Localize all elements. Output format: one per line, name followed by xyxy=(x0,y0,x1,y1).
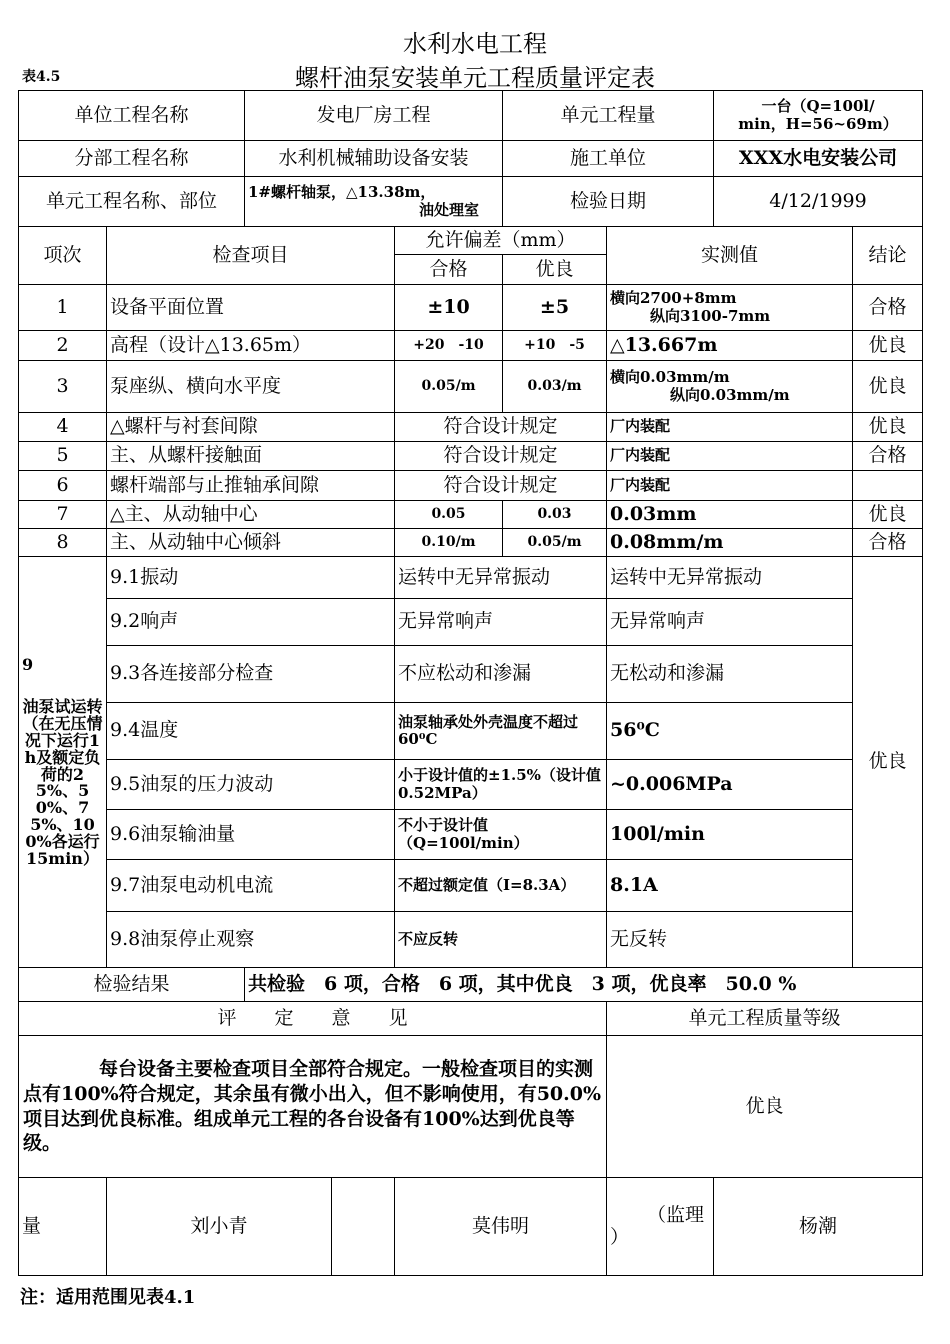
element-label: 单元工程名称、部位 xyxy=(19,177,245,227)
trial-requirement: 不小于设计值（Q=100l/min） xyxy=(395,810,607,860)
trial-measured: 无异常响声 xyxy=(607,599,853,646)
signature-supervisor-line1: （监理 xyxy=(646,1203,704,1226)
trial-item: 9.3各连接部分检查 xyxy=(107,646,395,703)
row-measured: 0.08mm/m xyxy=(607,529,853,557)
trial-measured: 无松动和渗漏 xyxy=(607,646,853,703)
row-no: 4 xyxy=(19,413,107,442)
row-no: 2 xyxy=(19,331,107,361)
row-result: 优良 xyxy=(853,331,923,361)
trial-item: 9.7油泵电动机电流 xyxy=(107,860,395,912)
signature-col1: 量 xyxy=(19,1178,107,1276)
table-row xyxy=(19,285,923,331)
row-measured-line1: 横向2700+8mm xyxy=(610,289,737,308)
row-result: 优良 xyxy=(853,413,923,442)
row-item: 高程（设计△13.65m） xyxy=(107,331,395,361)
row-good: ±5 xyxy=(503,285,607,331)
signature-supervisor-line2: ） xyxy=(610,1225,630,1248)
trial-row xyxy=(19,912,923,968)
col-pass-header: 合格 xyxy=(395,255,503,285)
trial-row xyxy=(19,760,923,810)
table-row xyxy=(19,471,923,501)
row-measured xyxy=(607,285,853,331)
row-measured: 厂内装配 xyxy=(607,471,853,501)
row-no: 5 xyxy=(19,442,107,471)
trial-measured: 100l/min xyxy=(607,810,853,860)
row-measured-line1: 横向0.03mm/m xyxy=(610,368,730,387)
table-row xyxy=(19,529,923,557)
quality-assessment-table xyxy=(18,90,923,1276)
unit-quantity-line2: min，H=56~69m） xyxy=(738,114,898,133)
trial-requirement: 不超过额定值（I=8.3A） xyxy=(395,860,607,912)
row-result: 合格 xyxy=(853,285,923,331)
opinion-label: 评 定 意 见 xyxy=(19,1002,607,1036)
row-measured xyxy=(607,361,853,413)
row-result: 合格 xyxy=(853,529,923,557)
row-good: +10 -5 xyxy=(503,331,607,361)
row-item: △螺杆与衬套间隙 xyxy=(107,413,395,442)
grade-value: 优良 xyxy=(607,1036,923,1178)
row-result: 优良 xyxy=(853,361,923,413)
table-row xyxy=(19,331,923,361)
unit-project-label: 单位工程名称 xyxy=(19,91,245,141)
trial-requirement: 不应反转 xyxy=(395,912,607,968)
trial-measured: 8.1A xyxy=(607,860,853,912)
trial-row xyxy=(19,646,923,703)
trial-measured: 运转中无异常振动 xyxy=(607,557,853,599)
trial-label-cell xyxy=(19,557,107,968)
row-item: 主、从螺杆接触面 xyxy=(107,442,395,471)
trial-requirement: 无异常响声 xyxy=(395,599,607,646)
trial-no: 9 xyxy=(22,654,34,674)
row-item: 泵座纵、横向水平度 xyxy=(107,361,395,413)
date-label: 检验日期 xyxy=(503,177,714,227)
constructor-label: 施工单位 xyxy=(503,141,714,177)
trial-label: 油泵试运转（在无压情况下运行1h及额定负荷的25%、50%、75%、100%各运行15min） xyxy=(22,697,103,868)
element-value-line1: 1#螺杆轴泵，△13.38m， xyxy=(248,183,436,202)
trial-requirement: 油泵轴承处外壳温度不超过60⁰C xyxy=(395,703,607,760)
trial-item: 9.1振动 xyxy=(107,557,395,599)
row-measured: 厂内装配 xyxy=(607,413,853,442)
trial-item: 9.4温度 xyxy=(107,703,395,760)
signature-name3: 杨潮 xyxy=(714,1178,923,1276)
row-no: 6 xyxy=(19,471,107,501)
title-line2: 螺杆油泵安装单元工程质量评定表 xyxy=(295,64,655,92)
trial-requirement: 运转中无异常振动 xyxy=(395,557,607,599)
unit-project-value: 发电厂房工程 xyxy=(245,91,503,141)
summary-text: 共检验 6 项，合格 6 项，其中优良 3 项，优良率 50.0 % xyxy=(245,968,923,1002)
table-row xyxy=(19,361,923,413)
trial-item: 9.2响声 xyxy=(107,599,395,646)
unit-quantity-label: 单元工程量 xyxy=(503,91,714,141)
col-result-header: 结论 xyxy=(853,227,923,285)
row-measured: △13.667m xyxy=(607,331,853,361)
trial-item: 9.5油泵的压力波动 xyxy=(107,760,395,810)
trial-measured: 56⁰C xyxy=(607,703,853,760)
table-row xyxy=(19,442,923,471)
row-pass: 0.05/m xyxy=(395,361,503,413)
table-row xyxy=(19,501,923,529)
col-item-header: 检查项目 xyxy=(107,227,395,285)
grade-label: 单元工程质量等级 xyxy=(607,1002,923,1036)
element-value xyxy=(245,177,503,227)
sub-project-label: 分部工程名称 xyxy=(19,141,245,177)
row-tolerance: 符合设计规定 xyxy=(395,442,607,471)
row-measured-line2: 纵向3100-7mm xyxy=(650,306,771,325)
col-tolerance-header: 允许偏差（mm） xyxy=(395,227,607,255)
opinion-text-body: 每台设备主要检查项目全部符合规定。一般检查项目的实测点有100%符合规定，其余虽有微小出入，但不影响使用，有50.0%项目达到优良标准。组成单元工程的各台设备有100%达到优良等级。 xyxy=(23,1058,602,1155)
row-measured: 厂内装配 xyxy=(607,442,853,471)
col-no-header: 项次 xyxy=(19,227,107,285)
signature-supervisor xyxy=(607,1178,714,1276)
row-item: 主、从动轴中心倾斜 xyxy=(107,529,395,557)
row-measured: 0.03mm xyxy=(607,501,853,529)
summary-label: 检验结果 xyxy=(19,968,245,1002)
opinion-text xyxy=(19,1036,607,1178)
signature-col3 xyxy=(332,1178,395,1276)
row-result: 优良 xyxy=(853,501,923,529)
row-pass: 0.10/m xyxy=(395,529,503,557)
trial-requirement: 不应松动和渗漏 xyxy=(395,646,607,703)
row-no: 3 xyxy=(19,361,107,413)
row-tolerance: 符合设计规定 xyxy=(395,413,607,442)
trial-row xyxy=(19,599,923,646)
row-tolerance: 符合设计规定 xyxy=(395,471,607,501)
trial-item: 9.8油泵停止观察 xyxy=(107,912,395,968)
sub-project-value: 水利机械辅助设备安装 xyxy=(245,141,503,177)
row-no: 7 xyxy=(19,501,107,529)
row-good: 0.05/m xyxy=(503,529,607,557)
element-value-line2: 油处理室 xyxy=(418,200,479,219)
unit-quantity-value xyxy=(714,91,923,141)
row-result xyxy=(853,471,923,501)
unit-quantity-line1: 一台（Q=100l/ xyxy=(761,97,875,116)
row-measured-line2: 纵向0.03mm/m xyxy=(670,385,790,404)
row-item: △主、从动轴中心 xyxy=(107,501,395,529)
row-result: 合格 xyxy=(853,442,923,471)
row-good: 0.03 xyxy=(503,501,607,529)
col-measured-header: 实测值 xyxy=(607,227,853,285)
trial-item: 9.6油泵输油量 xyxy=(107,810,395,860)
row-no: 8 xyxy=(19,529,107,557)
col-good-header: 优良 xyxy=(503,255,607,285)
footer-note: 注：适用范围见表4.1 xyxy=(20,1287,196,1308)
trial-row xyxy=(19,860,923,912)
signature-name1: 刘小青 xyxy=(107,1178,332,1276)
row-good: 0.03/m xyxy=(503,361,607,413)
trial-row xyxy=(19,703,923,760)
trial-requirement: 小于设计值的±1.5%（设计值0.52MPa） xyxy=(395,760,607,810)
table-row xyxy=(19,413,923,442)
trial-result: 优良 xyxy=(853,557,923,968)
trial-measured: ~0.006MPa xyxy=(607,760,853,810)
signature-name2: 莫伟明 xyxy=(395,1178,607,1276)
table-number: 表4.5 xyxy=(22,69,61,85)
row-pass: ±10 xyxy=(395,285,503,331)
row-no: 1 xyxy=(19,285,107,331)
row-item: 螺杆端部与止推轴承间隙 xyxy=(107,471,395,501)
constructor-value: XXX水电安装公司 xyxy=(714,141,923,177)
trial-row xyxy=(19,557,923,599)
date-value: 4/12/1999 xyxy=(714,177,923,227)
trial-row xyxy=(19,810,923,860)
row-pass: +20 -10 xyxy=(395,331,503,361)
trial-measured: 无反转 xyxy=(607,912,853,968)
title-line1: 水利水电工程 xyxy=(403,30,547,58)
row-item: 设备平面位置 xyxy=(107,285,395,331)
row-pass: 0.05 xyxy=(395,501,503,529)
